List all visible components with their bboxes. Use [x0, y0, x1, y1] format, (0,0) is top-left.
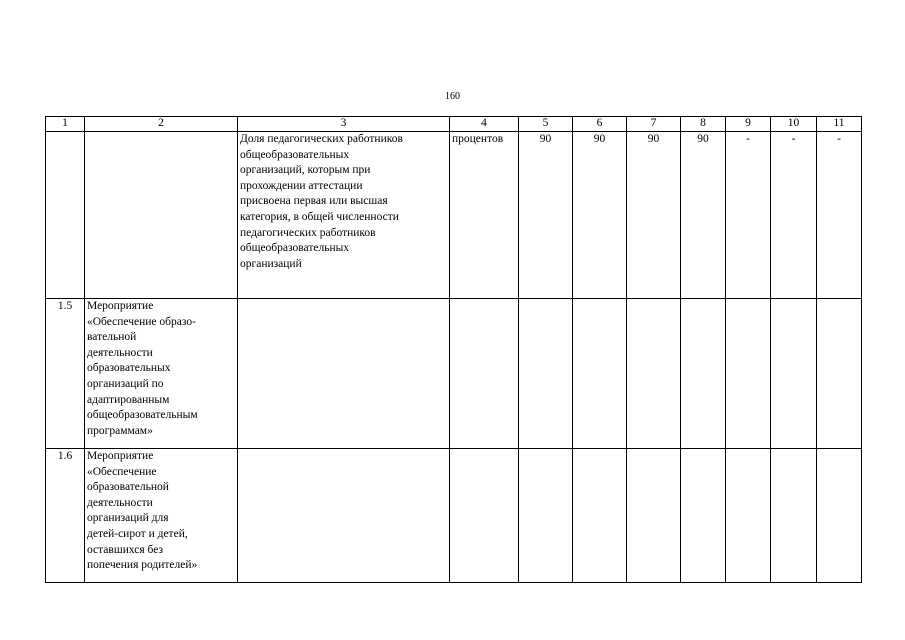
- column-header: 2: [85, 117, 238, 132]
- column-header: 11: [817, 117, 862, 132]
- column-header: 8: [681, 117, 726, 132]
- value-cell: [519, 299, 573, 449]
- column-header: 5: [519, 117, 573, 132]
- column-header: 10: [771, 117, 817, 132]
- row-number-cell: [46, 132, 85, 299]
- column-header: 9: [726, 117, 771, 132]
- program-indicators-table: [45, 116, 862, 583]
- measure-cell: Мероприятие «Обеспечение образо- вательной деятельности образовательных организаций по адаптированным общеобразовательным программам»: [85, 299, 238, 449]
- value-cell: [726, 449, 771, 583]
- value-cell: [817, 449, 862, 583]
- value-cell: 90: [681, 132, 726, 299]
- table-row: [46, 449, 862, 583]
- value-cell: [817, 299, 862, 449]
- unit-cell: процентов: [450, 132, 519, 299]
- value-cell: 90: [573, 132, 627, 299]
- value-cell: [627, 299, 681, 449]
- column-header: 6: [573, 117, 627, 132]
- value-cell: -: [771, 132, 817, 299]
- value-cell: [726, 299, 771, 449]
- value-cell: 90: [627, 132, 681, 299]
- column-header: 7: [627, 117, 681, 132]
- value-cell: [771, 449, 817, 583]
- value-cell: [573, 299, 627, 449]
- value-cell: [627, 449, 681, 583]
- table-row: [46, 132, 862, 299]
- page-number: 160: [445, 91, 460, 102]
- unit-cell: [450, 449, 519, 583]
- table-header-row: [46, 117, 862, 132]
- unit-cell: [450, 299, 519, 449]
- value-cell: [519, 449, 573, 583]
- value-cell: [681, 449, 726, 583]
- value-cell: -: [726, 132, 771, 299]
- indicator-cell: [238, 299, 450, 449]
- value-cell: -: [817, 132, 862, 299]
- value-cell: [681, 299, 726, 449]
- table-row: [46, 299, 862, 449]
- measure-cell: Мероприятие «Обеспечение образовательной деятельности организаций для детей-сирот и детей, оставшихся без попечения родителей»: [85, 449, 238, 583]
- column-header: 4: [450, 117, 519, 132]
- row-number-cell: 1.5: [46, 299, 85, 449]
- column-header: 3: [238, 117, 450, 132]
- row-number-cell: 1.6: [46, 449, 85, 583]
- measure-cell: [85, 132, 238, 299]
- value-cell: [573, 449, 627, 583]
- value-cell: 90: [519, 132, 573, 299]
- indicator-cell: Доля педагогических работников общеобразовательных организаций, которым при прохождении аттестации присвоена первая или высшая категория, в общей численности педагогических работников общеобразовательных организаций: [238, 132, 450, 299]
- value-cell: [771, 299, 817, 449]
- indicator-cell: [238, 449, 450, 583]
- column-header: 1: [46, 117, 85, 132]
